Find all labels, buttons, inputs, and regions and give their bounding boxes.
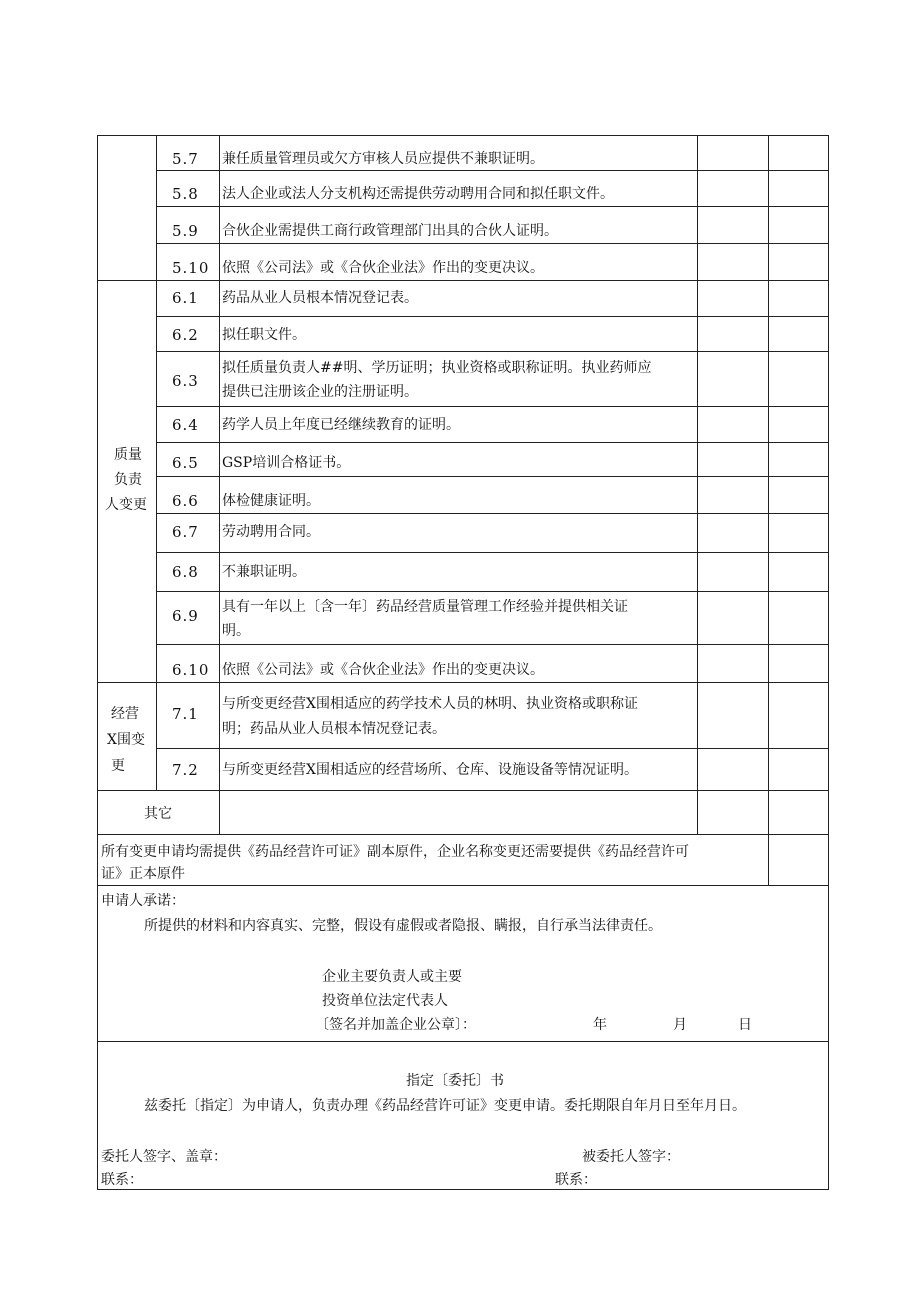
date-day-label: 日 [738,1017,752,1033]
client-contact-label: 联系： [101,1172,143,1188]
section-line [97,834,829,835]
row-line [156,591,829,592]
delegation-title: 指定〔委托〕书 [406,1073,504,1089]
row-text: 拟任职文件。 [222,327,306,343]
row-line [156,552,829,553]
row-number: 6.3 [172,372,199,390]
section-label-line: X围变 [107,732,145,748]
row-number: 5.10 [172,259,210,277]
section-line [97,682,829,683]
row-text: 药学人员上年度已经继续教育的证明。 [222,417,460,433]
row-text-continued: 明；药品从业人员根本情况登记表。 [222,721,446,737]
table-bottom-border [97,1189,829,1190]
row-number: 5.9 [172,222,199,240]
row-text: 法人企业或法人分支机构还需提供劳动聘用合同和拟任职文件。 [222,186,614,202]
agent-signature-label: 被委托人签字： [582,1149,680,1165]
row-line [156,406,829,407]
promise-title: 申请人承诺： [101,893,185,909]
row-number: 6.8 [172,563,199,581]
row-line [156,351,829,352]
client-signature-label: 委托人签字、盖章： [101,1149,227,1165]
row-number: 6.9 [172,607,199,625]
section-line [97,280,829,281]
row-text: 与所变更经营X围相适应的药学技术人员的林明、执业资格或职称证 [222,696,638,712]
row-text-continued: 提供已注册该企业的注册证明。 [222,384,418,400]
row-number: 6.7 [172,523,199,541]
row-line [156,442,829,443]
signature-line: 投资单位法定代表人 [322,993,448,1009]
row-number: 5.8 [172,185,199,203]
section-label-line: 经营 [111,706,139,722]
table-top-border [97,135,829,136]
note-line: 证》正本原件 [101,866,185,882]
row-text: 兼任质量管理员或欠方审核人员应提供不兼职证明。 [222,151,544,167]
section-line [97,1041,829,1042]
section-line [97,885,829,886]
col-check2-divider [768,135,769,885]
section-line [97,790,829,791]
row-text: 依照《公司法》或《合伙企业法》作出的变更决议。 [222,662,544,678]
row-text: 依照《公司法》或《合伙企业法》作出的变更决议。 [222,260,544,276]
row-number: 6.6 [172,492,199,510]
row-text: 体检健康证明。 [222,493,320,509]
promise-body: 所提供的材料和内容真实、完整，假设有虚假或者隐报、瞒报，自行承当法律责任。 [144,918,662,934]
table-left-border [97,135,98,1190]
col-label-divider [156,135,157,790]
row-text: 药品从业人员根本情况登记表。 [222,290,418,306]
row-text: 与所变更经营X围相适应的经营场所、仓库、设施设备等情况证明。 [222,762,638,778]
date-year-label: 年 [593,1017,607,1033]
row-number: 6.4 [172,416,199,434]
row-number: 5.7 [172,150,199,168]
signature-line: 〔签名并加盖企业公章〕： [315,1017,476,1033]
row-line [156,644,829,645]
date-month-label: 月 [673,1017,687,1033]
row-number: 6.10 [172,661,210,679]
row-number: 7.1 [172,705,199,723]
other-label: 其它 [144,806,172,822]
row-text: 具有一年以上〔含一年〕药品经营质量管理工作经验并提供相关证 [222,599,628,615]
row-text: 劳动聘用合同。 [222,524,320,540]
table-right-border [828,135,829,1190]
row-line [156,748,829,749]
section-label-line: 质量 [114,447,142,463]
section-label-line: 更 [111,758,125,774]
row-line [156,206,829,207]
row-number: 6.5 [172,454,199,472]
section-label-line: 负责 [114,472,142,488]
row-text: GSP培训合格证书。 [222,455,351,471]
row-text-continued: 明。 [222,623,250,639]
row-line [156,243,829,244]
row-line [156,316,829,317]
row-number: 6.1 [172,289,199,307]
row-text: 不兼职证明。 [222,564,306,580]
row-number: 6.2 [172,326,199,344]
col-check1-divider [697,135,698,835]
delegation-body: 兹委托〔指定〕为申请人，负责办理《药品经营许可证》变更申请。委托期限自年月日至年月日。 [144,1098,746,1114]
row-line [156,513,829,514]
row-line [156,170,829,171]
row-text: 拟任质量负责人##明、学历证明；执业资格或职称证明。执业药师应 [222,360,652,376]
section-label-line: 人变更 [105,497,147,513]
signature-line: 企业主要负责人或主要 [322,969,462,985]
row-number: 7.2 [172,761,199,779]
row-line [156,476,829,477]
row-text: 合伙企业需提供工商行政管理部门出具的合伙人证明。 [222,223,558,239]
agent-contact-label: 联系： [555,1172,597,1188]
col-text-divider [219,135,220,835]
note-line: 所有变更申请均需提供《药品经营许可证》副本原件，企业名称变更还需要提供《药品经营许可 [101,844,689,860]
